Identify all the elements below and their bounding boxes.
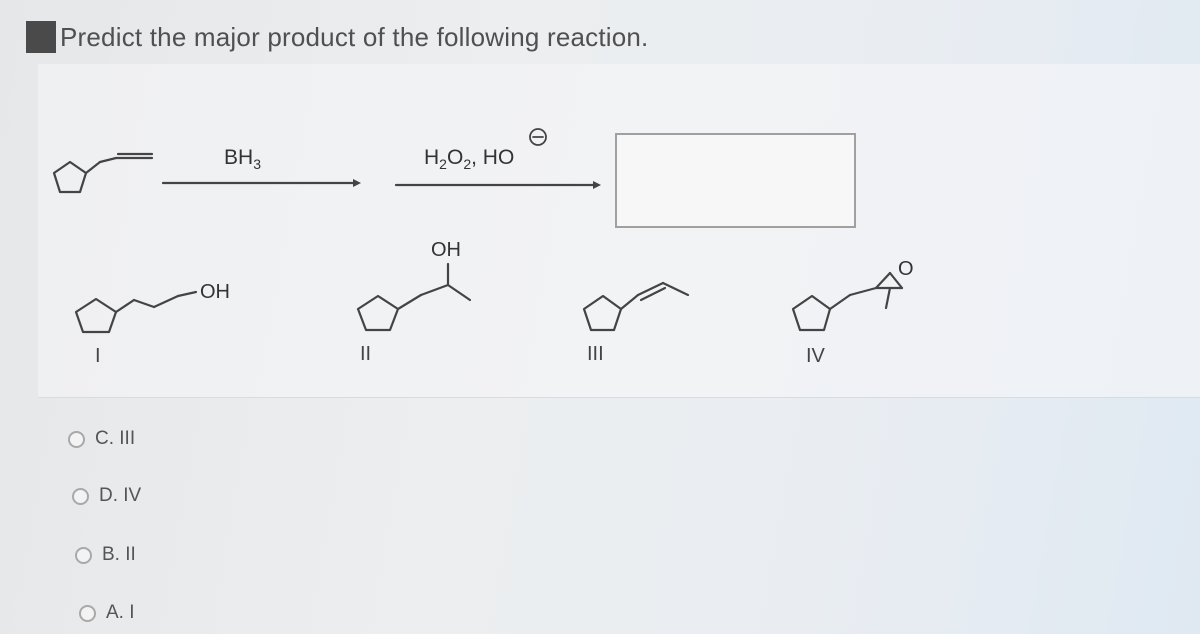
choice-c[interactable] [68, 428, 135, 450]
reagent-peroxide: $H_2O_2$, HO [424, 146, 515, 172]
choice-c-label: C. III [95, 428, 136, 449]
structure-iv [793, 273, 902, 330]
question-text: Predict the major product of the following reaction. [60, 21, 649, 52]
label-ii: II [360, 343, 372, 365]
choice-d[interactable] [72, 485, 141, 507]
radio-button-icon[interactable] [75, 547, 92, 564]
radio-button-icon[interactable] [79, 605, 96, 622]
choice-b-label: B. II [102, 544, 136, 565]
reaction-figure [38, 64, 1200, 398]
structure-i-oh: OH [200, 281, 230, 303]
structure-iii [584, 283, 688, 330]
flag-icon[interactable] [26, 21, 56, 53]
product-answer-box [615, 133, 856, 228]
label-iv: IV [806, 345, 825, 367]
choice-a-label: A. I [106, 602, 135, 623]
radio-button-icon[interactable] [68, 431, 85, 448]
question-header [26, 20, 648, 54]
choice-d-label: D. IV [99, 485, 142, 506]
reagent-bh3: $BH_3$ [224, 146, 261, 172]
structure-i [76, 292, 196, 332]
structure-ii-oh: OH [431, 239, 461, 261]
structure-iv-o: O [898, 258, 914, 280]
label-iii: III [587, 343, 604, 365]
radio-button-icon[interactable] [72, 488, 89, 505]
reaction-scheme [38, 64, 1200, 397]
starting-material-structure [54, 154, 152, 192]
choice-b[interactable] [75, 544, 136, 566]
choice-a[interactable] [79, 602, 135, 624]
label-i: I [95, 345, 101, 367]
structure-ii [358, 264, 470, 330]
